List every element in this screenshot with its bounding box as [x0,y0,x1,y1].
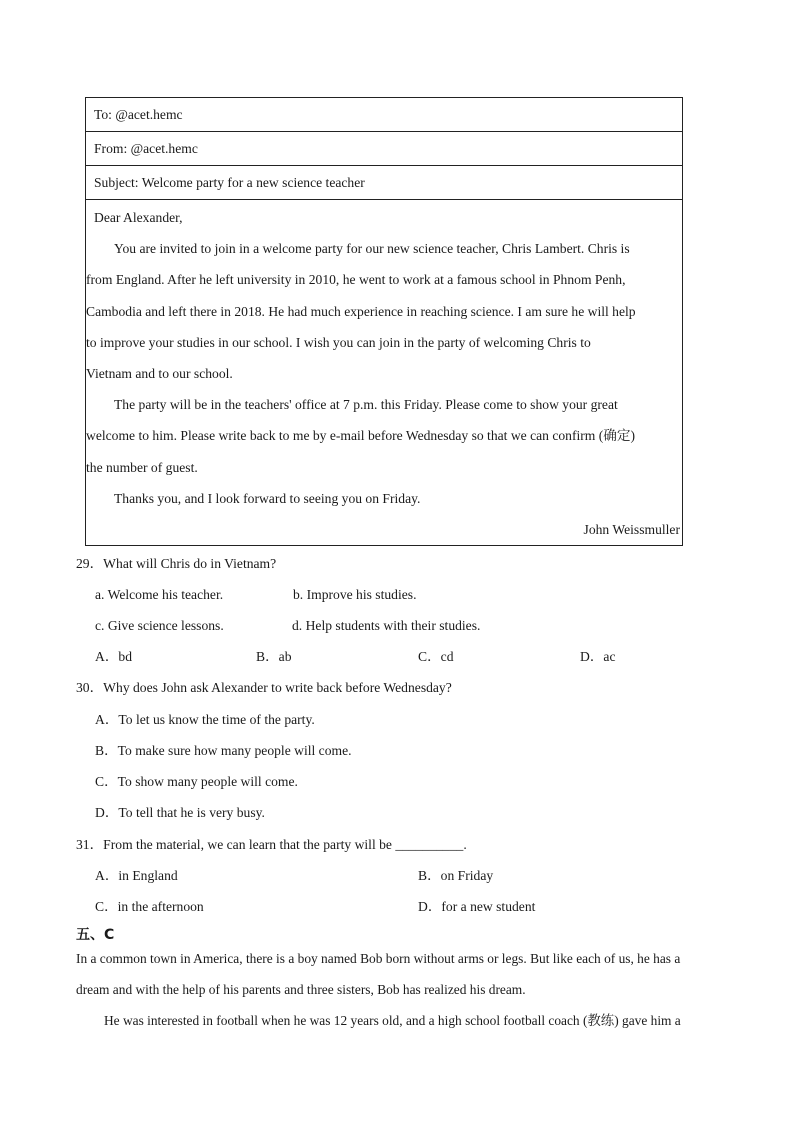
passage-line: In a common town in America, there is a boy named Bob born without arms or legs. But like each of us, he has a [76,951,681,966]
question-30-stem: 30．Why does John ask Alexander to write back before Wednesday? [76,680,452,695]
email-line: Vietnam and to our school. [86,365,233,381]
email-line: The party will be in the teachers' office at 7 p.m. this Friday. Please come to show your great [114,397,618,413]
email-to: To: @acet.hemc [86,98,682,132]
email-body [86,200,682,545]
q30-option-b[interactable]: B．To make sure how many people will come. [95,743,352,758]
q29-item-b: b. Improve his studies. [293,587,417,602]
q29-option-d[interactable]: D．ac [580,649,616,664]
q30-option-d[interactable]: D．To tell that he is very busy. [95,805,265,820]
question-31-stem: 31．From the material, we can learn that the party will be __________. [76,837,467,852]
email-box [85,97,683,546]
email-signature: John Weissmuller [583,521,680,537]
q31-option-c[interactable]: C．in the afternoon [95,899,204,914]
email-from: From: @acet.hemc [86,132,682,166]
passage-line: dream and with the help of his parents and three sisters, Bob has realized his dream. [76,982,526,997]
q30-option-c[interactable]: C．To show many people will come. [95,774,298,789]
q29-item-a: a. Welcome his teacher. [95,587,224,602]
q31-option-d[interactable]: D．for a new student [418,899,536,914]
email-greeting: Dear Alexander, [94,210,183,225]
q29-option-b[interactable]: B．ab [256,649,292,664]
q29-item-d: d. Help students with their studies. [292,618,481,633]
q29-option-a[interactable]: A．bd [95,649,133,664]
email-line: Thanks you, and I look forward to seeing you on Friday. [114,490,421,506]
q31-option-a[interactable]: A．in England [95,868,178,883]
email-line: from England. After he left university in 2010, he went to work at a famous school in Phnom Penh, [86,272,626,288]
q30-option-a[interactable]: A．To let us know the time of the party. [95,712,315,727]
email-subject: Subject: Welcome party for a new science teacher [86,166,682,200]
email-line: Cambodia and left there in 2018. He had much experience in reaching science. I am sure he will help [86,303,636,319]
email-line: welcome to him. Please write back to me by e-mail before Wednesday so that we can confirm (确定) [86,428,636,444]
q31-option-b[interactable]: B．on Friday [418,868,494,883]
email-line: You are invited to join in a welcome party for our new science teacher, Chris Lambert. Chris is [114,241,630,257]
section-heading: 五、C [76,927,115,943]
q29-option-c[interactable]: C．cd [418,649,454,664]
question-29-stem: 29．What will Chris do in Vietnam? [76,556,277,571]
passage-line: He was interested in football when he was 12 years old, and a high school football coach (教练) gave him a [104,1013,681,1028]
q29-item-c: c. Give science lessons. [95,618,224,633]
email-line: the number of guest. [86,459,198,475]
email-line: to improve your studies in our school. I wish you can join in the party of welcoming Chris to [86,334,591,350]
